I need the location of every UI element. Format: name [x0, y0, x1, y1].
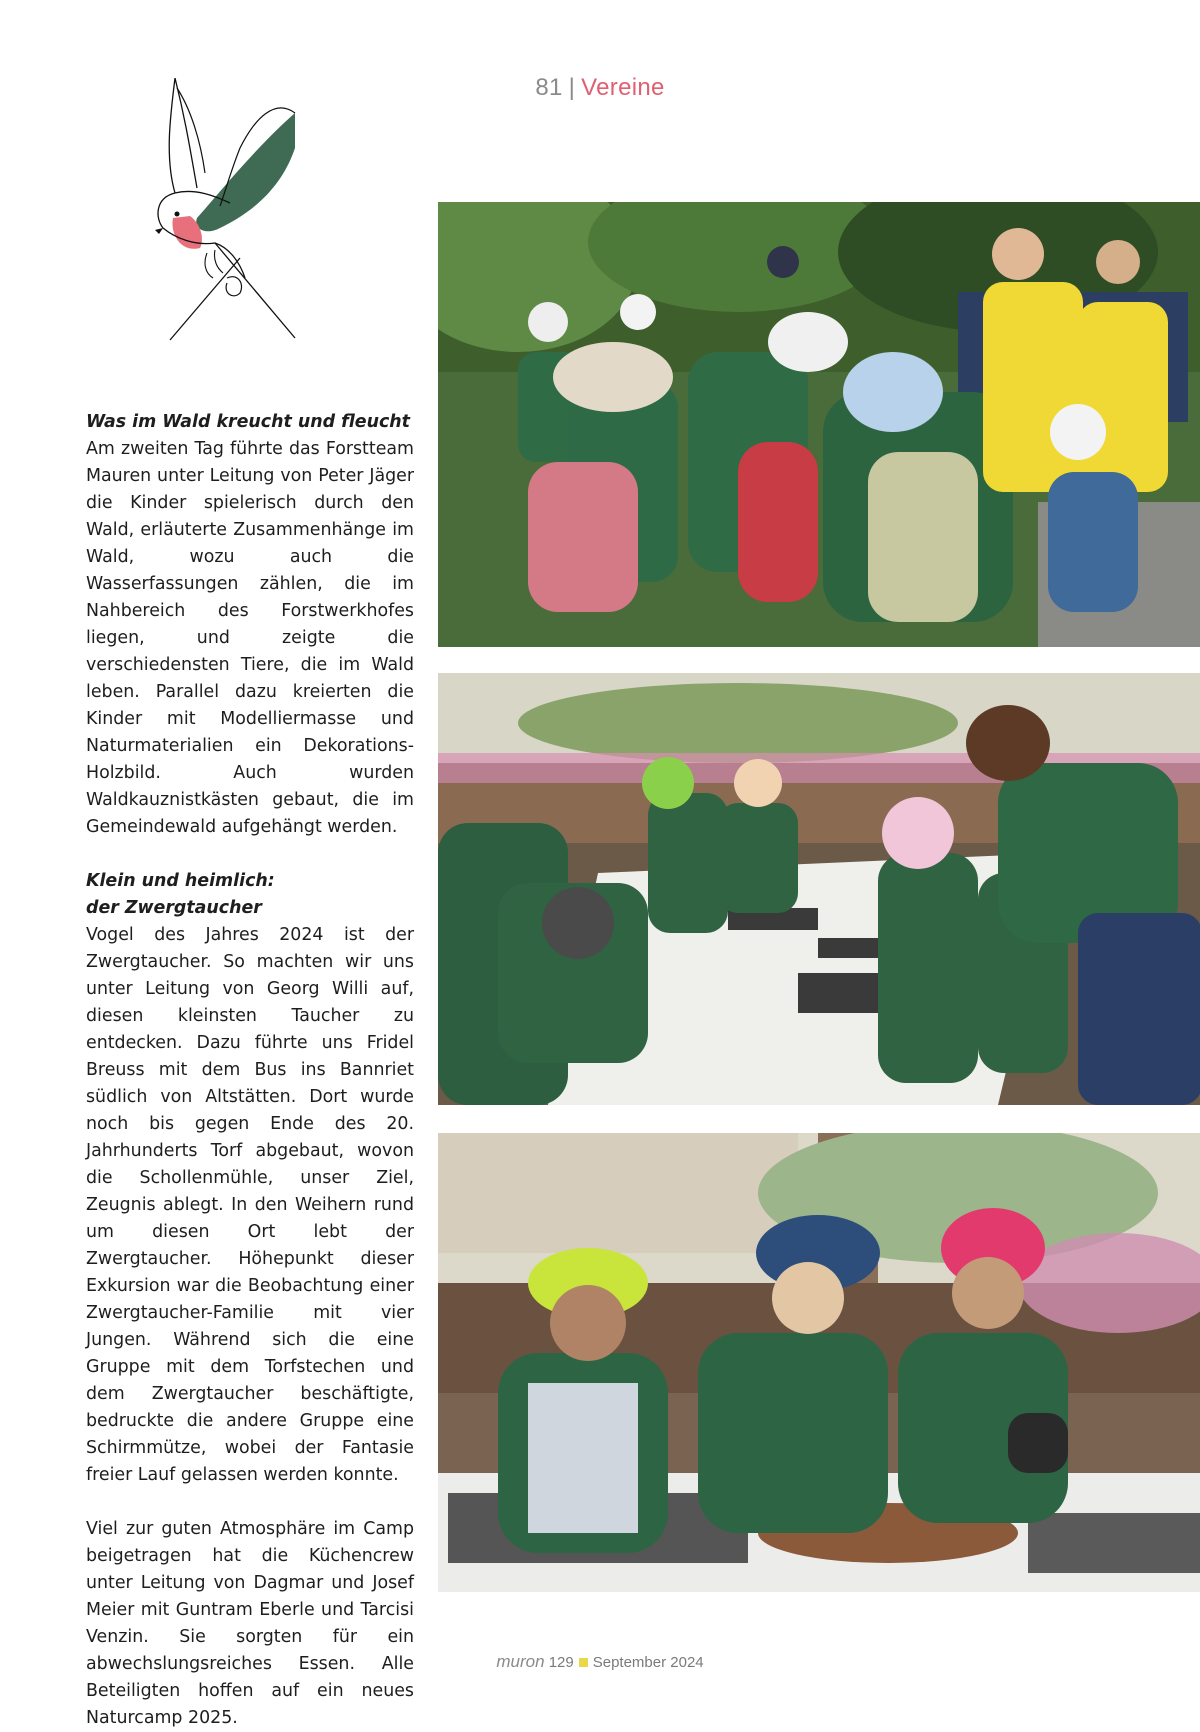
article-paragraph-grebe: Vogel des Jahres 2024 ist der Zwergtaucher. So machten wir uns unter Leitung von Georg Willi auf, diesen kleinsten Taucher zu entdecken. Dazu führte uns Fridel Breuss mit dem Bus ins Bannriet südlich von Altstätten. Dort wurde noch bis gegen Ende des 20. Jahrhunderts Torf abgebaut, wovon die Schollenmühle, unser Ziel, Zeugnis ablegt. In den Weihern rund um diesen Ort lebt der Zwergtaucher. Höhepunkt dieser Exkursion war die Beobachtung einer Zwergtaucher-Familie mit vier Jungen. Während sich die eine Gruppe mit dem Torfstechen und dem Zwergtaucher beschäftigte, bedruckte die andere Gruppe eine Schirmmütze, wobei der Fantasie freier Lauf gelassen werden konnte.	[86, 925, 414, 1485]
article-paragraph-forest: Am zweiten Tag führte das Forstteam Mauren unter Leitung von Peter Jäger die Kinder spielerisch durch den Wald, erläuterte Zusammenhänge im Wald, wozu auch die Wasserfassungen zählen, die im Nahbereich des Forstwerkhofes liegen, und zeigte die verschiedensten Tiere, die im Wald leben. Parallel dazu kreierten die Kinder mit Modelliermasse und Naturmaterialien ein Dekorations-Holzbild. Auch wurden Waldkauznistkästen gebaut, die im Gemeindewald aufgehängt werden.	[86, 439, 414, 837]
section-title: Vereine	[581, 74, 665, 101]
article-text-column	[86, 409, 414, 1732]
article-heading-grebe-line2: der Zwergtaucher	[86, 898, 262, 918]
issue-number: 129	[548, 1654, 574, 1671]
header-separator: |	[568, 74, 576, 101]
page-number: 81	[535, 74, 563, 101]
article-heading-forest: Was im Wald kreucht und fleucht	[86, 412, 410, 432]
article-heading-grebe-line1: Klein und heimlich:	[86, 871, 275, 891]
photo-children-caps-workshop-icon	[438, 1133, 1200, 1592]
article-paragraph-kitchen: Viel zur guten Atmosphäre im Camp beigetragen hat die Küchencrew unter Leitung von Dagmar und Josef Meier mit Guntram Eberle und Tarcisi Venzin. Sie sorgten für ein abwechslungsreiches Essen. Alle Beteiligten hoffen auf ein neues Naturcamp 2025.	[86, 1519, 414, 1728]
footer-square-icon	[579, 1658, 588, 1667]
magazine-brand: muron	[496, 1652, 545, 1671]
issue-date: September 2024	[592, 1654, 704, 1671]
photo-children-forest-group-icon	[438, 202, 1200, 647]
swallow-bird-line-drawing-icon	[145, 78, 340, 368]
photo-children-crafting-table-icon	[438, 673, 1200, 1105]
page-footer	[0, 1652, 1200, 1672]
